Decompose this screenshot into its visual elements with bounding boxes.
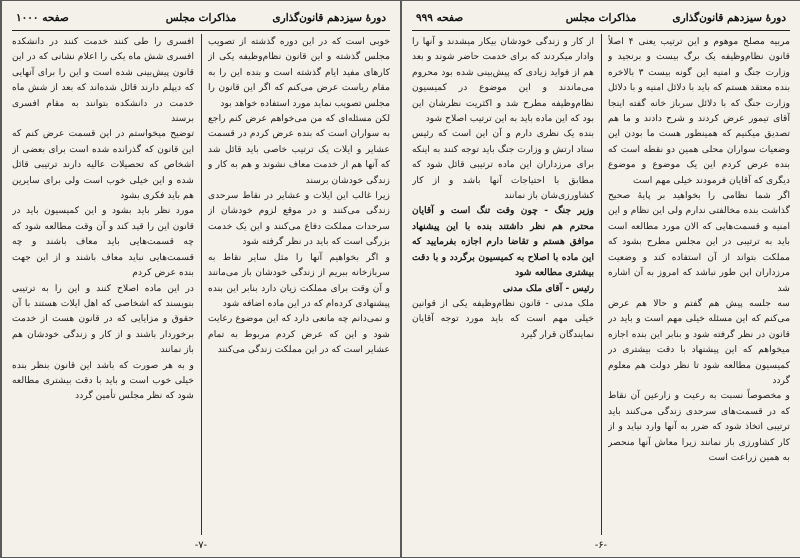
page-number: -۷- (194, 540, 208, 551)
header-series: دورهٔ سیزدهم قانون‌گذاری (272, 12, 386, 24)
header-page-label: صفحه ۹۹۹ (416, 12, 464, 24)
paragraph: و مخصوصاً نسبت به رعیت و زارعین آن نقاط که در قسمت‌های سرحدی زندگی می‌کنند باید ترتیبی اتخاذ شود که ضرر به آنها وارد نیاید و از کار کشاورزی باز نمانند زیرا معاش آنها منحصر به همین زراعت است (608, 390, 790, 463)
paragraph: زیرا غالب این ایلات و عشایر در نقاط سرحدی زندگی می‌کنند و در موقع لزوم خودشان از سرحدات مملکت دفاع می‌کنند و این یک خدمت بزرگی است که باید در نظر گرفته شود (208, 190, 390, 248)
text-column-right (208, 34, 390, 535)
paragraph: و به هر صورت که باشد این قانون بنظر بنده خیلی خوب است و باید با دقت بیشتری مطالعه شود که نظر مجلس تأمین گردد (12, 359, 194, 402)
paragraph: و نمی‌دانم چه مانعی دارد که این موضوع رعایت شود و این که عرض کردم مربوط به تمام عشایر است که در این مملکت زندگی می‌کنند (208, 313, 390, 356)
paragraph: در این ماده اصلاح کنند و این را به ترتیبی بنویسند که اشخاصی که اهل ایلات هستند با آن حقوق و مزایایی که در قانون هست از خدمت برخوردار باشند و از کار و زندگی خودشان هم باز نمانند (12, 282, 194, 356)
header-title: مذاکرات مجلس (165, 12, 237, 24)
paragraph: بنده یک نظری دارم و آن این است که رئیس ستاد ارتش و وزارت جنگ باید توجه کنند به اینکه برای مرزداران این ماده ترتیبی قائل شود که مطابق با احتیاجات آنها باشد و از کار کشاورزی‌شان باز نمانند (412, 128, 594, 202)
paragraph: سه جلسه پیش هم گفتم و حالا هم عرض می‌کنم که این مسئله خیلی مهم است و باید در قانون در نظر گرفته شود و بنابر این بنده اجازه میخواهم که این پیشنهاد با دقت بیشتری در کمیسیون مطالعه شود تا نظر دولت هم معلوم گردد (608, 297, 790, 386)
paragraph: مربیه مصلح موهوم و این ترتیب یعنی ۴ اصلاً قانون نظام‌وظیفه یک برگ بیست و برنجید و وزارت جنگ و امنیه این گونه بیست ۳ بالاخره بنده معتقد هستم که باید با دلائل امنیه و با دلائل وزارت جنگ که با دلائل سرباز خانه گفته اینجا آقای تیمور عرض کردند و شرح دادند و ما هم تصدیق میکنیم که همینطور هست ما بودن این وضعیات سواران محلی همین دو نقطه است که بنده عرض کردم این یک موضوع و موضوع دیگری که آقایان فرمودند خیلی مهم است (608, 36, 790, 186)
header-series: دورهٔ سیزدهم قانون‌گذاری (672, 12, 786, 24)
paragraph: و اگر بخواهیم آنها را مثل سایر نقاط به سربازخانه ببریم از زندگی خودشان باز می‌مانند و آن وقت برای مملکت زیان دارد بنابر این بنده پیشنهادی کرده‌ام که در این ماده اضافه شود (208, 251, 390, 309)
speaker-paragraph: وزیر جنگ - چون وقت تنگ است و آقایان محترم هم نظر داشتند بنده با این پیشنهاد موافق هستم و تقاضا دارم اجازه بفرمایید که این ماده با اصلاح به کمیسیون برگردد و با دقت بیشتری مطالعه شود (412, 205, 594, 279)
paragraph: مورد نظر باید بشود و این کمیسیون باید در قانون این را قید کند و آن وقت مطالعه شود که چه قسمت‌هایی باید معاف باشند و چه قسمت‌هایی نباید معاف باشند و از این جهت بنده عرض کردم (12, 205, 194, 279)
paragraph: از کار و زندگی خودشان بیکار میشدند و آنها را وادار میکردند که برای خدمت حاضر شوند و بعد هم از فواید زیادی که پیش‌بینی شده بود محروم می‌ماندند و این موضوع در کمیسیون نظام‌وظیفه مطرح شد و اکثریت نظرشان این بود که این ماده باید به این ترتیب اصلاح شود (412, 36, 594, 125)
paragraph: اگر شما نظامی را بخواهید بر پایهٔ صحیح گذاشت بنده مخالفتی ندارم ولی این نظام و این امنیه و قسمت‌هایی که الان مورد مطالعه است باید به ترتیبی در این مجلس مطرح بشود که مملکت بتواند از آن استفاده کند و وضعیت مرزداران این طور نباشد که امروز به آن اشاره شد (608, 190, 790, 294)
text-column-left (12, 34, 194, 535)
left-page (2, 1, 400, 557)
paragraph: افسری را طی کنند خدمت کنند در دانشکده افسری شش ماه یکی را اعلام نشانی که در این قانون پیش‌بینی شده است و این را برای آنهایی که دیپلم دارند قائل شده‌اند که بعد از شش ماه خدمت در دانشکده بتوانند به مقام افسری برسند (12, 36, 194, 125)
header-title: مذاکرات مجلس (565, 12, 637, 24)
page-header (412, 8, 790, 31)
right-page (402, 1, 800, 557)
header-page-label: صفحه ۱۰۰۰ (16, 12, 69, 24)
page-number: -۶- (594, 540, 608, 551)
text-column-left (412, 34, 594, 535)
page-header (12, 8, 390, 31)
paragraph: ملک مدنی - قانون نظام‌وظیفه یکی از قوانین خیلی مهم است که باید مورد توجه آقایان نمایندگان قرار گیرد (412, 297, 594, 340)
paragraph: توضیح میخواستم در این قسمت عرض کنم که این قانون که گذرانده شده است برای بعضی از اشخاص که تحصیلات عالیه دارند ترتیبی قائل شده و این خیلی خوب است ولی برای سایرین هم باید فکری بشود (12, 128, 194, 202)
paragraph: لکن مسئله‌ای که من می‌خواهم عرض کنم راجع به سواران است که بنده عرض کردم در قسمت عشایر و ایلات یک ترتیب خاصی باید قائل شد که آنها هم از خدمت معاف نشوند و هم به کار و زندگی خودشان برسند (208, 113, 390, 186)
text-column-right (608, 34, 790, 535)
paragraph: خوبی است که در این دوره گذشته از تصویب مجلس گذشته و این قانون نظام‌وظیفه یکی از کارهای مفید ایام گذشته است و بنده این را به مقام ریاست عرض می‌کنم که اگر این قانون را مجلس تصویب نماید مورد استفاده خواهد بود (208, 36, 390, 109)
speaker-heading: رئیس - آقای ملک مدنی (502, 282, 594, 294)
